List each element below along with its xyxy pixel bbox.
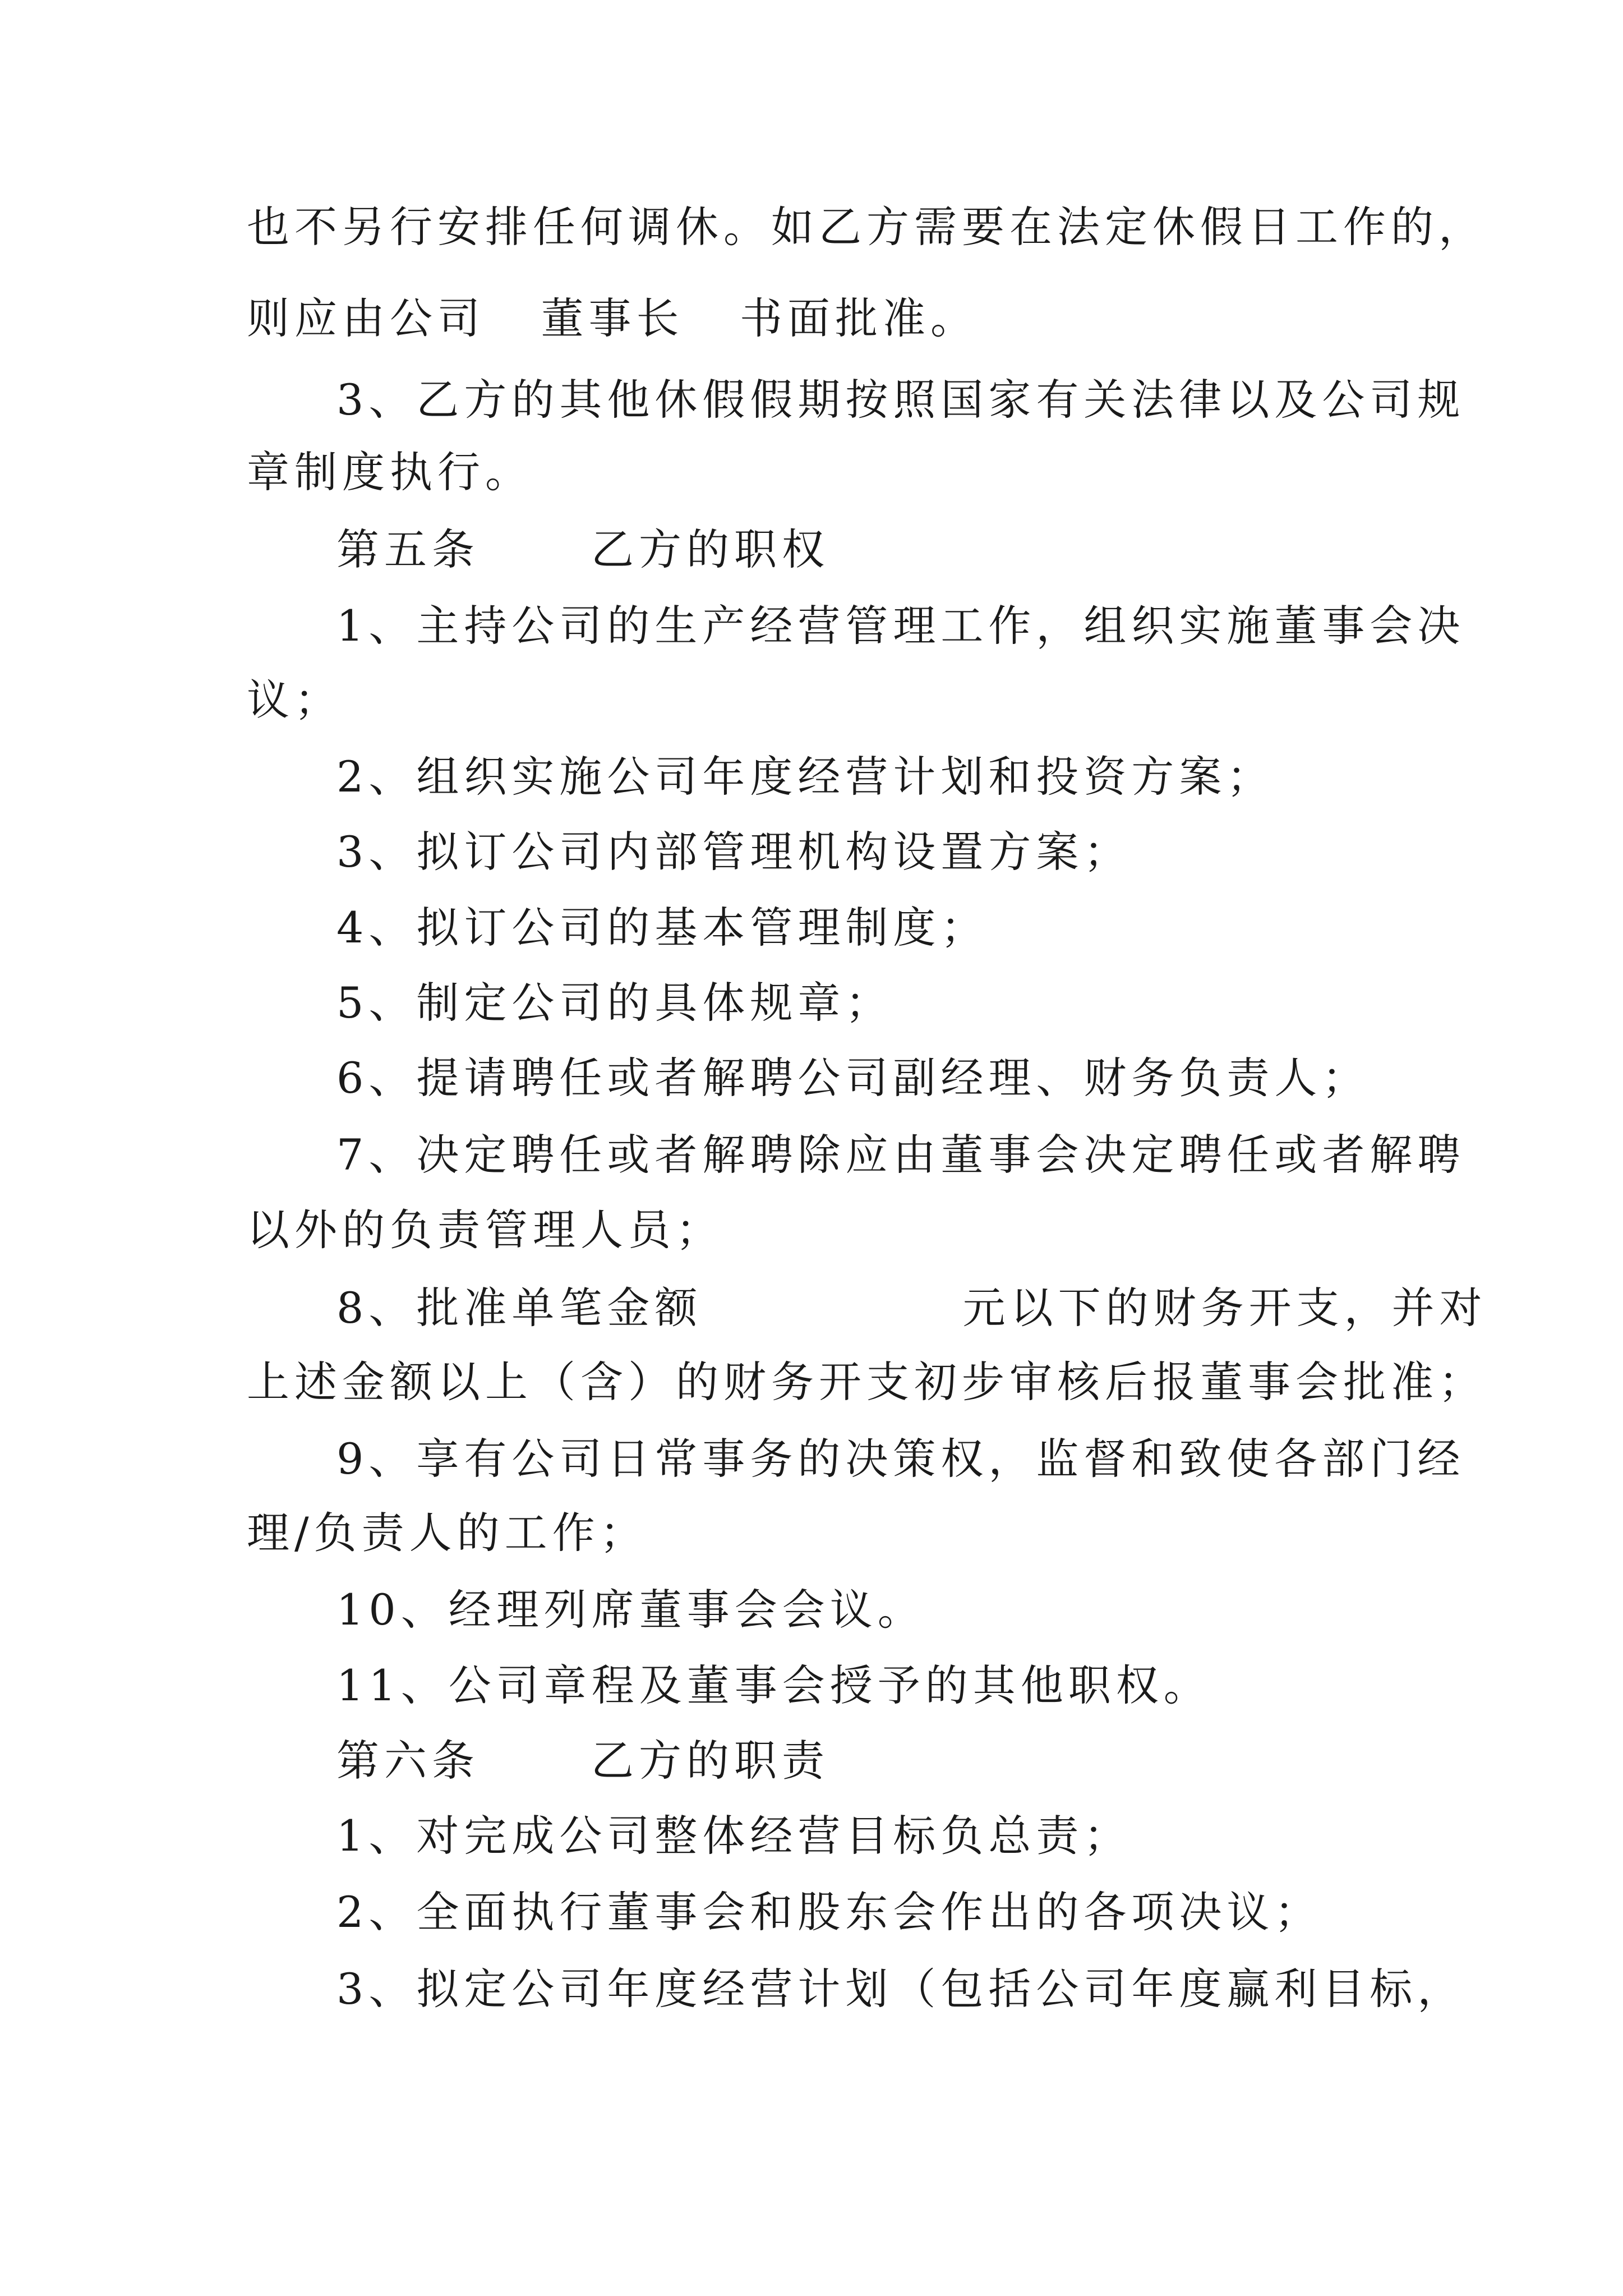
- text-line: 议；: [247, 675, 342, 725]
- text-line: 2、组织实施公司年度经营计划和投资方案；: [336, 752, 1275, 802]
- text-line: 以外的负责管理人员；: [247, 1205, 723, 1255]
- text-line: 3、拟定公司年度经营计划（包括公司年度赢利目标，: [336, 1964, 1465, 2014]
- text-line: 3、拟订公司内部管理机构设置方案；: [336, 827, 1132, 877]
- text-line: 10、经理列席董事会会议。: [336, 1585, 925, 1635]
- text-line: 则应由公司 董事长 书面批准。: [247, 293, 978, 343]
- article-heading-6: 第六条 乙方的职责: [336, 1736, 829, 1786]
- text-line: 上述金额以上（含）的财务开支初步审核后报董事会批准；: [247, 1357, 1486, 1407]
- text-line: 2、全面执行董事会和股东会作出的各项决议；: [336, 1887, 1322, 1937]
- text-line: 8、批准单笔金额 元以下的财务开支，并对: [336, 1283, 1487, 1333]
- text-line: 也不另行安排任何调休。如乙方需要在法定休假日工作的，: [247, 202, 1486, 252]
- text-line: 5、制定公司的具体规章；: [336, 978, 893, 1028]
- text-line: 6、提请聘任或者解聘公司副经理、财务负责人；: [336, 1053, 1370, 1103]
- article-heading-5: 第五条 乙方的职权: [336, 524, 829, 574]
- text-line: 7、决定聘任或者解聘除应由董事会决定聘任或者解聘: [336, 1130, 1465, 1180]
- text-line: 11、公司章程及董事会授予的其他职权。: [336, 1660, 1211, 1710]
- text-line: 理/负责人的工作；: [247, 1508, 648, 1558]
- text-line: 4、拟订公司的基本管理制度；: [336, 903, 989, 953]
- text-line: 章制度执行。: [247, 447, 533, 497]
- text-line: 1、对完成公司整体经营目标负总责；: [336, 1811, 1132, 1861]
- text-line: 9、享有公司日常事务的决策权，监督和致使各部门经: [336, 1434, 1465, 1484]
- text-line: 1、主持公司的生产经营管理工作，组织实施董事会决: [336, 601, 1465, 651]
- text-line: 3、乙方的其他休假假期按照国家有关法律以及公司规: [336, 375, 1465, 425]
